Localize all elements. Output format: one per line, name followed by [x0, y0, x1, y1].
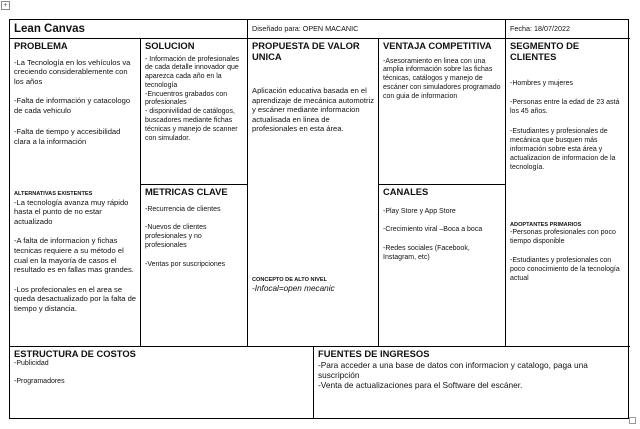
solucion-title: SOLUCION [145, 40, 195, 51]
header-designed-for-cell [248, 20, 506, 39]
canales-title: CANALES [383, 186, 429, 197]
solucion-block [141, 39, 248, 185]
adoptante-item: -Personas profesionales con poco tiempo disponible [510, 229, 616, 246]
segmento-item: -Estudiantes y profesionales de mecánica que busquen más información sobre esta área y actualizacion de informacion de la tecnología. [510, 128, 616, 171]
problema-block [10, 39, 141, 347]
propuesta-text: Aplicación educativa basada en el aprendizaje de mecánica automotriz y escáner mediante informacion actualisada en linea de profesionales en esta área. [252, 86, 374, 134]
canales-block [379, 185, 506, 347]
segmento-title: SEGMENTO DE CLIENTES [510, 40, 580, 62]
segmento-item: -Personas entre la edad de 23 astá los 45 años. [510, 98, 620, 115]
costos-block [10, 347, 314, 418]
metricas-title: METRICAS CLAVE [145, 186, 228, 197]
metrica-item: -Nuevos de clientes profesionales y no profesionales [145, 224, 207, 249]
concepto-text: -Infocal=open mecanic [252, 283, 335, 293]
problema-item: -Falta de tiempo y accesibilidad clara a la información [14, 127, 121, 147]
header-date-cell [506, 20, 630, 39]
alternativas-title: ALTERNATIVAS EXISTENTES [14, 190, 93, 197]
segmento-block [506, 39, 630, 347]
costo-item: -Programadores [14, 378, 65, 386]
canal-item: -Play Store y App Store [383, 207, 456, 215]
problema-item: -Falta de información y catacologo de cada vehiculo [14, 96, 131, 115]
concepto-title: CONCEPTO DE ALTO NIVEL [252, 276, 328, 283]
segmento-item: -Hombres y mujeres [510, 80, 574, 87]
alternativa-item: -A falta de informacion y fichas tecnicas requiere a su método el cual en la mayoría de casos el resultado es en fallas mas grandes. [14, 236, 134, 275]
canal-item: -Redes sociales (Facebook, Instagram, etc) [383, 245, 470, 261]
problema-title: PROBLEMA [14, 40, 68, 51]
propuesta-block [248, 39, 379, 347]
solucion-item: - disponivilidad de catálogos, buscadores mediante fichas técnicas y manejo de scanner con simulador. [145, 108, 238, 142]
solucion-item: -Encuentros grabados con profesionales [145, 90, 228, 107]
canvas-title: Lean Canvas [14, 23, 85, 35]
metricas-block [141, 185, 248, 347]
metrica-item: -Ventas por suscripciones [145, 260, 226, 268]
date-label: Fecha: 18/07/2022 [510, 24, 570, 33]
ingresos-block [314, 347, 630, 418]
resize-handle-icon[interactable] [629, 417, 636, 424]
ventaja-title: VENTAJA COMPETITIVA [383, 40, 492, 51]
lean-canvas-table [9, 19, 629, 419]
canal-item: -Crecimiento viral –Boca a boca [383, 226, 483, 234]
ingresos-title: FUENTES DE INGRESOS [318, 348, 430, 359]
ventaja-block [379, 39, 506, 185]
alternativa-item: -La tecnología avanza muy rápido hasta el punto de no estar actualizado [14, 197, 129, 226]
ingreso-item: -Venta de actualizaciones para el Software del escáner. [318, 379, 523, 390]
metrica-item: -Recurrencia de clientes [145, 205, 221, 213]
ventaja-text: -Asesoramiento en linea con una amplia información sobre las fichas técnicas, catálogos y manejo de escáner con simuladores programado con guia de informacion [383, 57, 501, 100]
ingreso-item: -Para acceder a una base de datos con informacion y catalogo, paga una suscripción [318, 359, 588, 380]
header-title-cell [10, 20, 248, 39]
adoptantes-title: ADOPTANTES PRIMARIOS [510, 222, 582, 229]
alternativa-item: -Los profecionales en el area se queda desactualizado por la falta de tiempo y distancia. [14, 284, 137, 313]
problema-item: -La Tecnología en los vehículos va creciendo considerablemente con los años [14, 57, 131, 86]
designed-for-label: Diseñado para: OPEN MACANIC [252, 24, 359, 33]
move-handle-icon[interactable]: + [1, 1, 10, 10]
adoptante-item: -Estudiantes y profesionales con poco conocimiento de la tecnología actual [510, 256, 620, 282]
propuesta-title: PROPUESTA DE VALOR UNICA [252, 40, 360, 62]
solucion-item: - Información de profesionales de cada detalle innovador que aparezca cada año en la tecnología [145, 55, 240, 89]
costos-title: ESTRUCTURA DE COSTOS [14, 348, 136, 359]
costo-item: -Publicidad [14, 359, 49, 367]
